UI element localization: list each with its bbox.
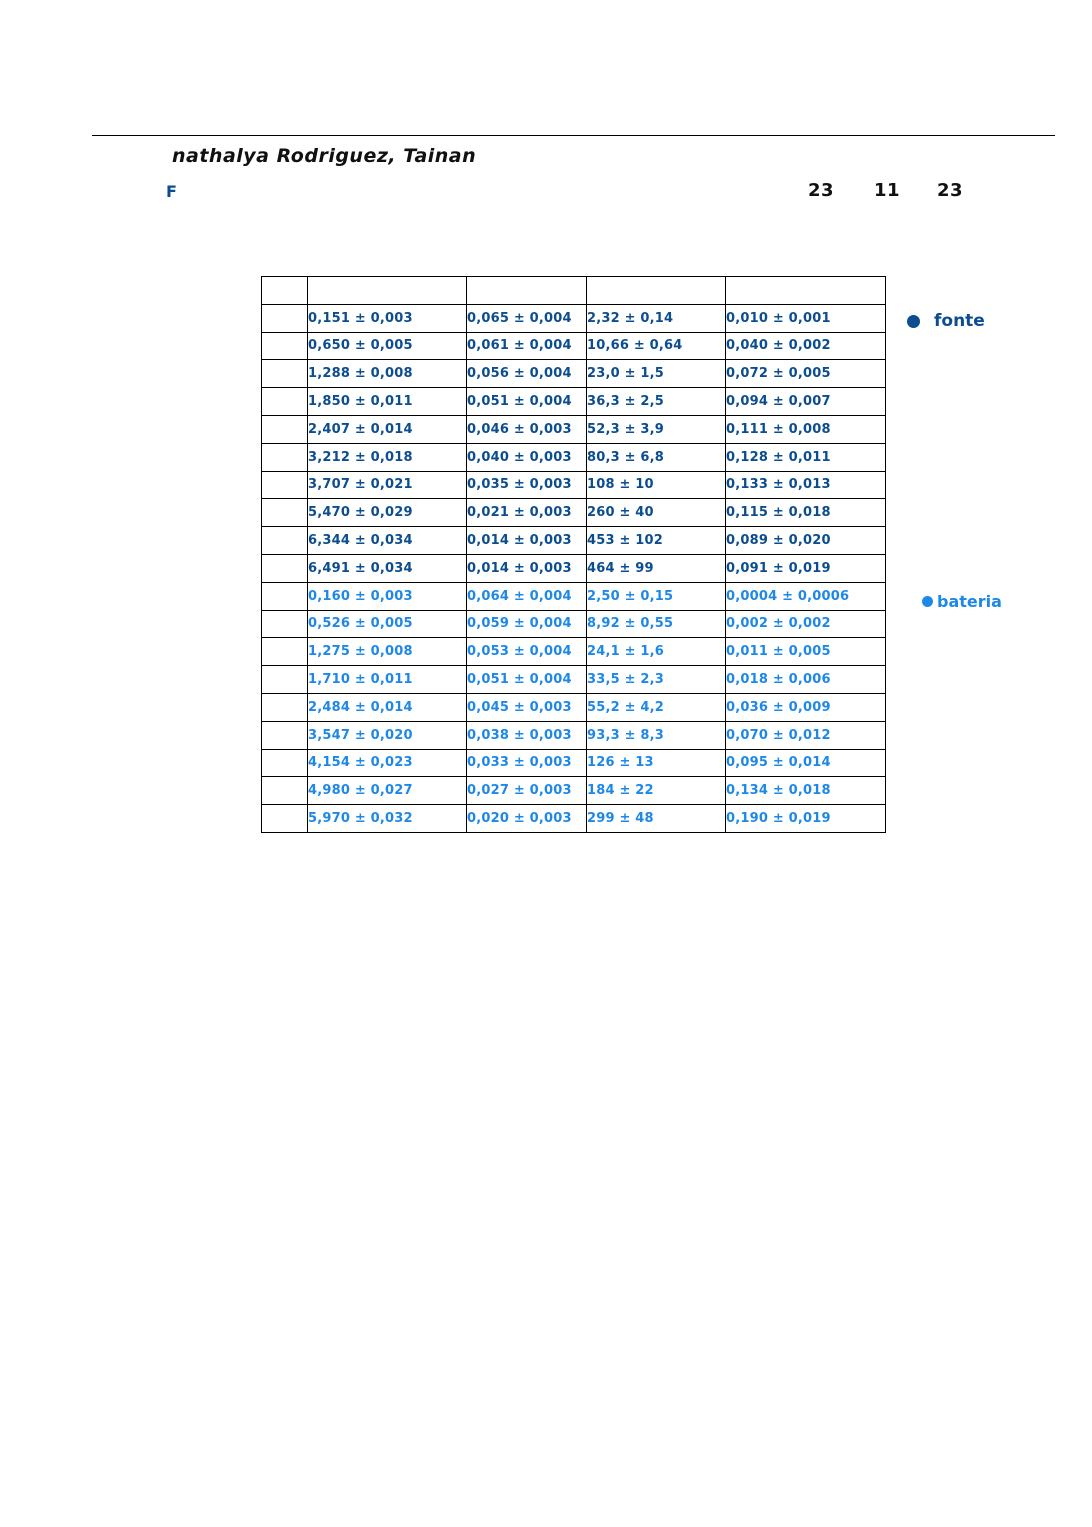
table-cell: 0,115 ± 0,018 — [726, 499, 886, 527]
table-cell: 0,011 ± 0,005 — [726, 638, 886, 666]
table-cell: 0,020 ± 0,003 — [467, 805, 587, 833]
table-cell: 0,134 ± 0,018 — [726, 777, 886, 805]
table-cell — [262, 610, 308, 638]
table-cell — [262, 554, 308, 582]
top-rule — [92, 135, 1055, 136]
table-cell — [262, 638, 308, 666]
table-cell: 0,010 ± 0,001 — [726, 304, 886, 332]
table-cell: 80,3 ± 6,8 — [587, 443, 726, 471]
table-cell — [262, 805, 308, 833]
table-cell: 0,046 ± 0,003 — [467, 415, 587, 443]
table-cell: 5,470 ± 0,029 — [308, 499, 467, 527]
table-cell — [262, 749, 308, 777]
header-cell — [467, 277, 587, 305]
table-cell: 0,151 ± 0,003 — [308, 304, 467, 332]
table-cell: 0,160 ± 0,003 — [308, 582, 467, 610]
table-row — [262, 777, 886, 805]
date-month: 11 — [874, 180, 901, 201]
table-row — [262, 582, 886, 610]
table-cell: 1,850 ± 0,011 — [308, 388, 467, 416]
table-cell: 0,051 ± 0,004 — [467, 388, 587, 416]
table-cell: 0,045 ± 0,003 — [467, 693, 587, 721]
table-cell: 3,707 ± 0,021 — [308, 471, 467, 499]
table-cell: 52,3 ± 3,9 — [587, 415, 726, 443]
table-cell: 0,051 ± 0,004 — [467, 666, 587, 694]
table-row — [262, 721, 886, 749]
table-row — [262, 805, 886, 833]
table-cell: 0,111 ± 0,008 — [726, 415, 886, 443]
data-table — [261, 276, 886, 833]
table-cell — [262, 304, 308, 332]
table-cell: 0,650 ± 0,005 — [308, 332, 467, 360]
table-cell: 4,154 ± 0,023 — [308, 749, 467, 777]
table-row — [262, 443, 886, 471]
table-cell: 0,065 ± 0,004 — [467, 304, 587, 332]
table-cell — [262, 388, 308, 416]
table-cell: 0,002 ± 0,002 — [726, 610, 886, 638]
legend-fonte — [907, 311, 985, 331]
table-cell: 2,484 ± 0,014 — [308, 693, 467, 721]
table-cell: 0,070 ± 0,012 — [726, 721, 886, 749]
table-cell — [262, 777, 308, 805]
table-cell — [262, 471, 308, 499]
table-cell: 24,1 ± 1,6 — [587, 638, 726, 666]
legend-fonte-label: fonte — [934, 311, 985, 331]
header-cell — [308, 277, 467, 305]
table-cell: 0,061 ± 0,004 — [467, 332, 587, 360]
table-row — [262, 499, 886, 527]
table-cell: 33,5 ± 2,3 — [587, 666, 726, 694]
table-cell: 0,053 ± 0,004 — [467, 638, 587, 666]
table-cell — [262, 332, 308, 360]
table-cell: 0,0004 ± 0,0006 — [726, 582, 886, 610]
table-cell: 4,980 ± 0,027 — [308, 777, 467, 805]
table-row — [262, 415, 886, 443]
table-cell: 0,014 ± 0,003 — [467, 527, 587, 555]
table-row — [262, 360, 886, 388]
table-cell — [262, 527, 308, 555]
table-cell: 2,50 ± 0,15 — [587, 582, 726, 610]
table-cell — [262, 693, 308, 721]
table-row — [262, 666, 886, 694]
date-year: 23 — [937, 180, 964, 201]
table-cell — [262, 443, 308, 471]
table-cell: 0,089 ± 0,020 — [726, 527, 886, 555]
f-mark: F — [166, 182, 178, 201]
table-cell — [262, 360, 308, 388]
table-row — [262, 304, 886, 332]
table-cell: 6,344 ± 0,034 — [308, 527, 467, 555]
date-day: 23 — [808, 180, 835, 201]
table-cell: 1,710 ± 0,011 — [308, 666, 467, 694]
table-cell — [262, 415, 308, 443]
table-cell: 0,059 ± 0,004 — [467, 610, 587, 638]
table-cell: 464 ± 99 — [587, 554, 726, 582]
table-cell: 0,014 ± 0,003 — [467, 554, 587, 582]
table-row — [262, 527, 886, 555]
table-cell: 6,491 ± 0,034 — [308, 554, 467, 582]
header-cell — [587, 277, 726, 305]
table-cell: 0,526 ± 0,005 — [308, 610, 467, 638]
table-header-row — [262, 277, 886, 305]
table-row — [262, 638, 886, 666]
table-cell: 0,018 ± 0,006 — [726, 666, 886, 694]
table-cell: 3,547 ± 0,020 — [308, 721, 467, 749]
table-cell — [262, 582, 308, 610]
table-cell: 0,027 ± 0,003 — [467, 777, 587, 805]
table-cell: 8,92 ± 0,55 — [587, 610, 726, 638]
table-cell: 93,3 ± 8,3 — [587, 721, 726, 749]
legend-bateria — [922, 592, 1002, 611]
header-cell — [262, 277, 308, 305]
table-cell: 0,091 ± 0,019 — [726, 554, 886, 582]
table-cell: 453 ± 102 — [587, 527, 726, 555]
table-row — [262, 693, 886, 721]
table-cell: 1,288 ± 0,008 — [308, 360, 467, 388]
table-cell: 0,021 ± 0,003 — [467, 499, 587, 527]
table-cell: 299 ± 48 — [587, 805, 726, 833]
table-row — [262, 554, 886, 582]
table-cell: 0,072 ± 0,005 — [726, 360, 886, 388]
table-cell: 0,036 ± 0,009 — [726, 693, 886, 721]
table-cell: 2,32 ± 0,14 — [587, 304, 726, 332]
table-cell: 0,133 ± 0,013 — [726, 471, 886, 499]
table-cell: 0,038 ± 0,003 — [467, 721, 587, 749]
table-cell: 36,3 ± 2,5 — [587, 388, 726, 416]
table-cell: 0,033 ± 0,003 — [467, 749, 587, 777]
fonte-dot-icon — [907, 315, 920, 328]
table-cell: 0,094 ± 0,007 — [726, 388, 886, 416]
table-cell: 0,190 ± 0,019 — [726, 805, 886, 833]
legend-bateria-label: bateria — [937, 592, 1002, 611]
table-cell: 2,407 ± 0,014 — [308, 415, 467, 443]
table-cell: 55,2 ± 4,2 — [587, 693, 726, 721]
table-cell: 5,970 ± 0,032 — [308, 805, 467, 833]
header-cell — [726, 277, 886, 305]
table-cell — [262, 721, 308, 749]
table-cell — [262, 666, 308, 694]
table-row — [262, 471, 886, 499]
table-cell: 0,095 ± 0,014 — [726, 749, 886, 777]
table-row — [262, 332, 886, 360]
table-cell: 3,212 ± 0,018 — [308, 443, 467, 471]
table-cell: 10,66 ± 0,64 — [587, 332, 726, 360]
table-row — [262, 749, 886, 777]
table-cell: 0,035 ± 0,003 — [467, 471, 587, 499]
bateria-dot-icon — [922, 596, 933, 607]
table-cell: 23,0 ± 1,5 — [587, 360, 726, 388]
table-cell: 0,040 ± 0,003 — [467, 443, 587, 471]
table-cell: 0,040 ± 0,002 — [726, 332, 886, 360]
table-cell: 0,056 ± 0,004 — [467, 360, 587, 388]
table-cell: 126 ± 13 — [587, 749, 726, 777]
table-cell: 0,064 ± 0,004 — [467, 582, 587, 610]
author-name: nathalya Rodriguez, Tainan — [172, 145, 477, 167]
table-cell: 1,275 ± 0,008 — [308, 638, 467, 666]
table-cell — [262, 499, 308, 527]
table-cell: 260 ± 40 — [587, 499, 726, 527]
table-row — [262, 388, 886, 416]
table-cell: 0,128 ± 0,011 — [726, 443, 886, 471]
table-cell: 108 ± 10 — [587, 471, 726, 499]
table-row — [262, 610, 886, 638]
table-cell: 184 ± 22 — [587, 777, 726, 805]
